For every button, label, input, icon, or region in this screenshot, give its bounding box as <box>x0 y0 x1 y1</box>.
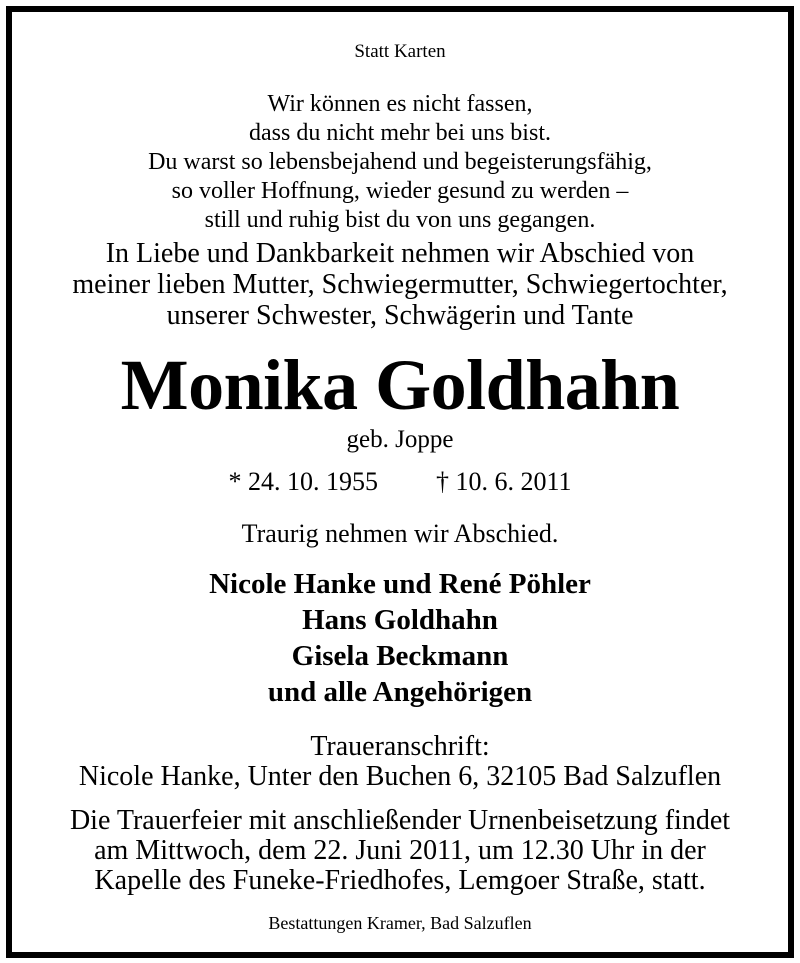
poem-line: Du warst so lebensbejahend und begeisterungsfähig, <box>148 149 652 175</box>
address-label: Traueranschrift: <box>310 731 490 762</box>
intro <box>12 238 788 331</box>
address-text: Nicole Hanke, Unter den Buchen 6, 32105 Bad Salzuflen <box>78 761 722 792</box>
funeral-home: Bestattungen Kramer, Bad Salzuflen <box>268 913 532 933</box>
poem-line: Wir können es nicht fassen, <box>267 91 533 117</box>
life-dates <box>12 467 788 497</box>
mourner-line: Hans Goldhahn <box>302 604 498 636</box>
birth-name: geb. Joppe <box>346 426 454 453</box>
ceremony-line: Die Trauerfeier mit anschließender Urnenbeisetzung findet <box>69 805 731 836</box>
death-date: † 10. 6. 2011 <box>435 467 572 496</box>
poem <box>12 90 788 235</box>
poem-line: dass du nicht mehr bei uns bist. <box>249 120 551 146</box>
mourner-line: Nicole Hanke und René Pöhler <box>209 568 591 600</box>
farewell-text: Traurig nehmen wir Abschied. <box>241 519 559 548</box>
ceremony-line: Kapelle des Funeke-Friedhofes, Lemgoer Straße, statt. <box>94 865 706 896</box>
deceased-name: Monika Goldhahn <box>120 345 680 425</box>
obituary-frame <box>6 6 794 958</box>
intro-line: In Liebe und Dankbarkeit nehmen wir Abschied von <box>105 238 695 269</box>
address <box>12 732 788 792</box>
mourner-line: und alle Angehörigen <box>267 676 533 708</box>
poem-line: still und ruhig bist du von uns gegangen. <box>204 207 596 233</box>
ceremony-line: am Mittwoch, dem 22. Juni 2011, um 12.30 Uhr in der <box>94 835 706 866</box>
mourner-line: Gisela Beckmann <box>291 640 509 672</box>
ceremony <box>12 806 788 896</box>
header-text: Statt Karten <box>354 41 446 62</box>
birth-date: * 24. 10. 1955 <box>228 467 378 496</box>
intro-line: unserer Schwester, Schwägerin und Tante <box>166 300 634 331</box>
intro-line: meiner lieben Mutter, Schwiegermutter, Schwiegertochter, <box>72 269 728 300</box>
mourners <box>12 566 788 710</box>
poem-line: so voller Hoffnung, wieder gesund zu werden – <box>171 178 629 204</box>
